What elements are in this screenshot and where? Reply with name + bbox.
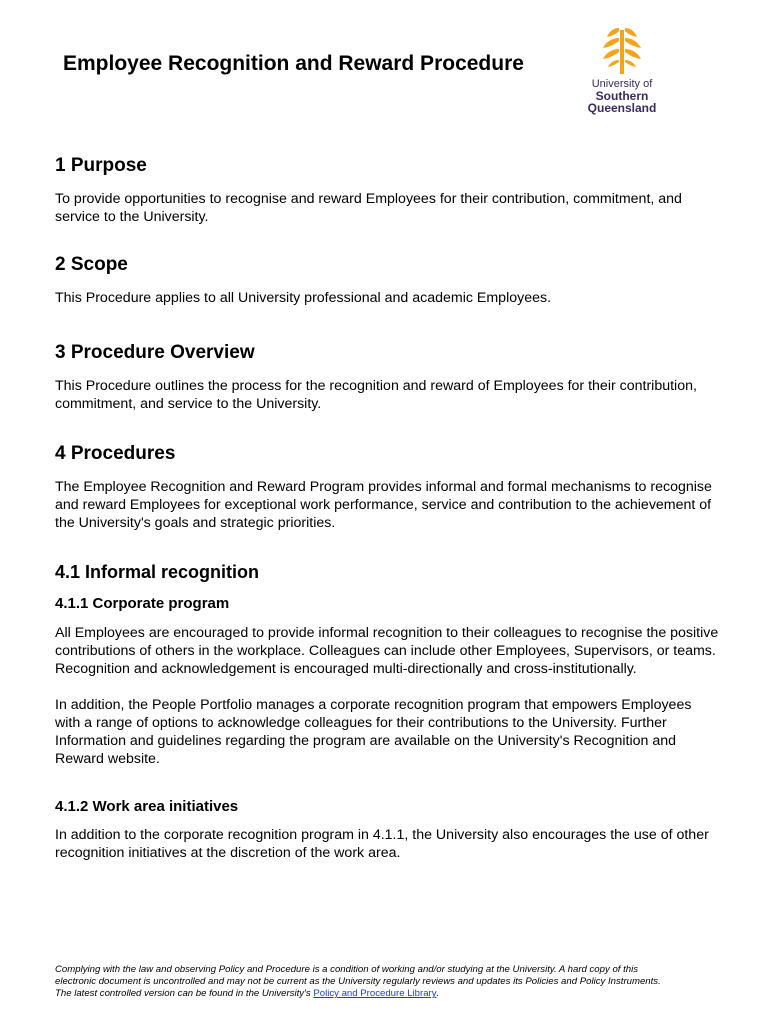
logo-emblem-icon [600,24,644,76]
footer-text-line3-suffix: . [436,988,440,999]
section-body-scope: This Procedure applies to all University professional and academic Employees. [55,290,552,306]
university-logo [580,24,664,120]
section-heading-corporate: 4.1.1 Corporate program [55,595,230,612]
policy-library-link[interactable]: Policy and Procedure Library [313,988,437,999]
document-footer [55,964,725,1000]
section-heading-procedures: 4 Procedures [55,443,176,464]
logo-text-line2: Southern [595,89,649,103]
logo-text-line1: University of [591,78,653,90]
footer-text-line1: Complying with the law and observing Policy and Procedure is a condition of working and/or studying at the University. A hard copy of this [55,964,639,975]
document-title: Employee Recognition and Reward Procedure [63,52,524,75]
section-heading-purpose: 1 Purpose [55,155,147,176]
footer-text-line2: electronic document is uncontrolled and may not be current as the University regularly reviews and updates its Policies and Policy Instruments. [55,976,661,987]
section-body-corporate-1: All Employees are encouraged to provide informal recognition to their colleagues to recognise the positive contributions of others in the workplace. Colleagues can include other Employees, Supervisors, or teams. Recognition and acknowledgement is encouraged multi-directionally and cross-institutionally. [55,625,719,677]
section-heading-informal: 4.1 Informal recognition [55,562,260,582]
section-body-work-area: In addition to the corporate recognition program in 4.1.1, the University also encourages the use of other recognition initiatives at the discretion of the work area. [55,827,709,861]
section-body-corporate-2: In addition, the People Portfolio manages a corporate recognition program that empowers Employees with a range of options to acknowledge colleagues for their contributions to the University. Further Information and guidelines regarding the program are available on the University's Recognition and Reward website. [55,697,692,767]
section-body-procedures: The Employee Recognition and Reward Program provides informal and formal mechanisms to recognise and reward Employees for exceptional work performance, service and contribution to the achievement of the University's goals and strategic priorities. [55,479,712,531]
footer-text-line3-prefix: The latest controlled version can be found in the University's [55,988,314,999]
document-body [55,152,720,862]
logo-text-line3: Queensland [587,101,657,115]
section-heading-work-area: 4.1.2 Work area initiatives [55,798,239,815]
section-body-purpose: To provide opportunities to recognise and reward Employees for their contribution, commitment, and service to the University. [55,191,682,225]
section-heading-scope: 2 Scope [55,254,128,275]
section-body-overview: This Procedure outlines the process for the recognition and reward of Employees for their contribution, commitment, and service to the University. [55,378,697,412]
section-heading-overview: 3 Procedure Overview [55,342,255,363]
